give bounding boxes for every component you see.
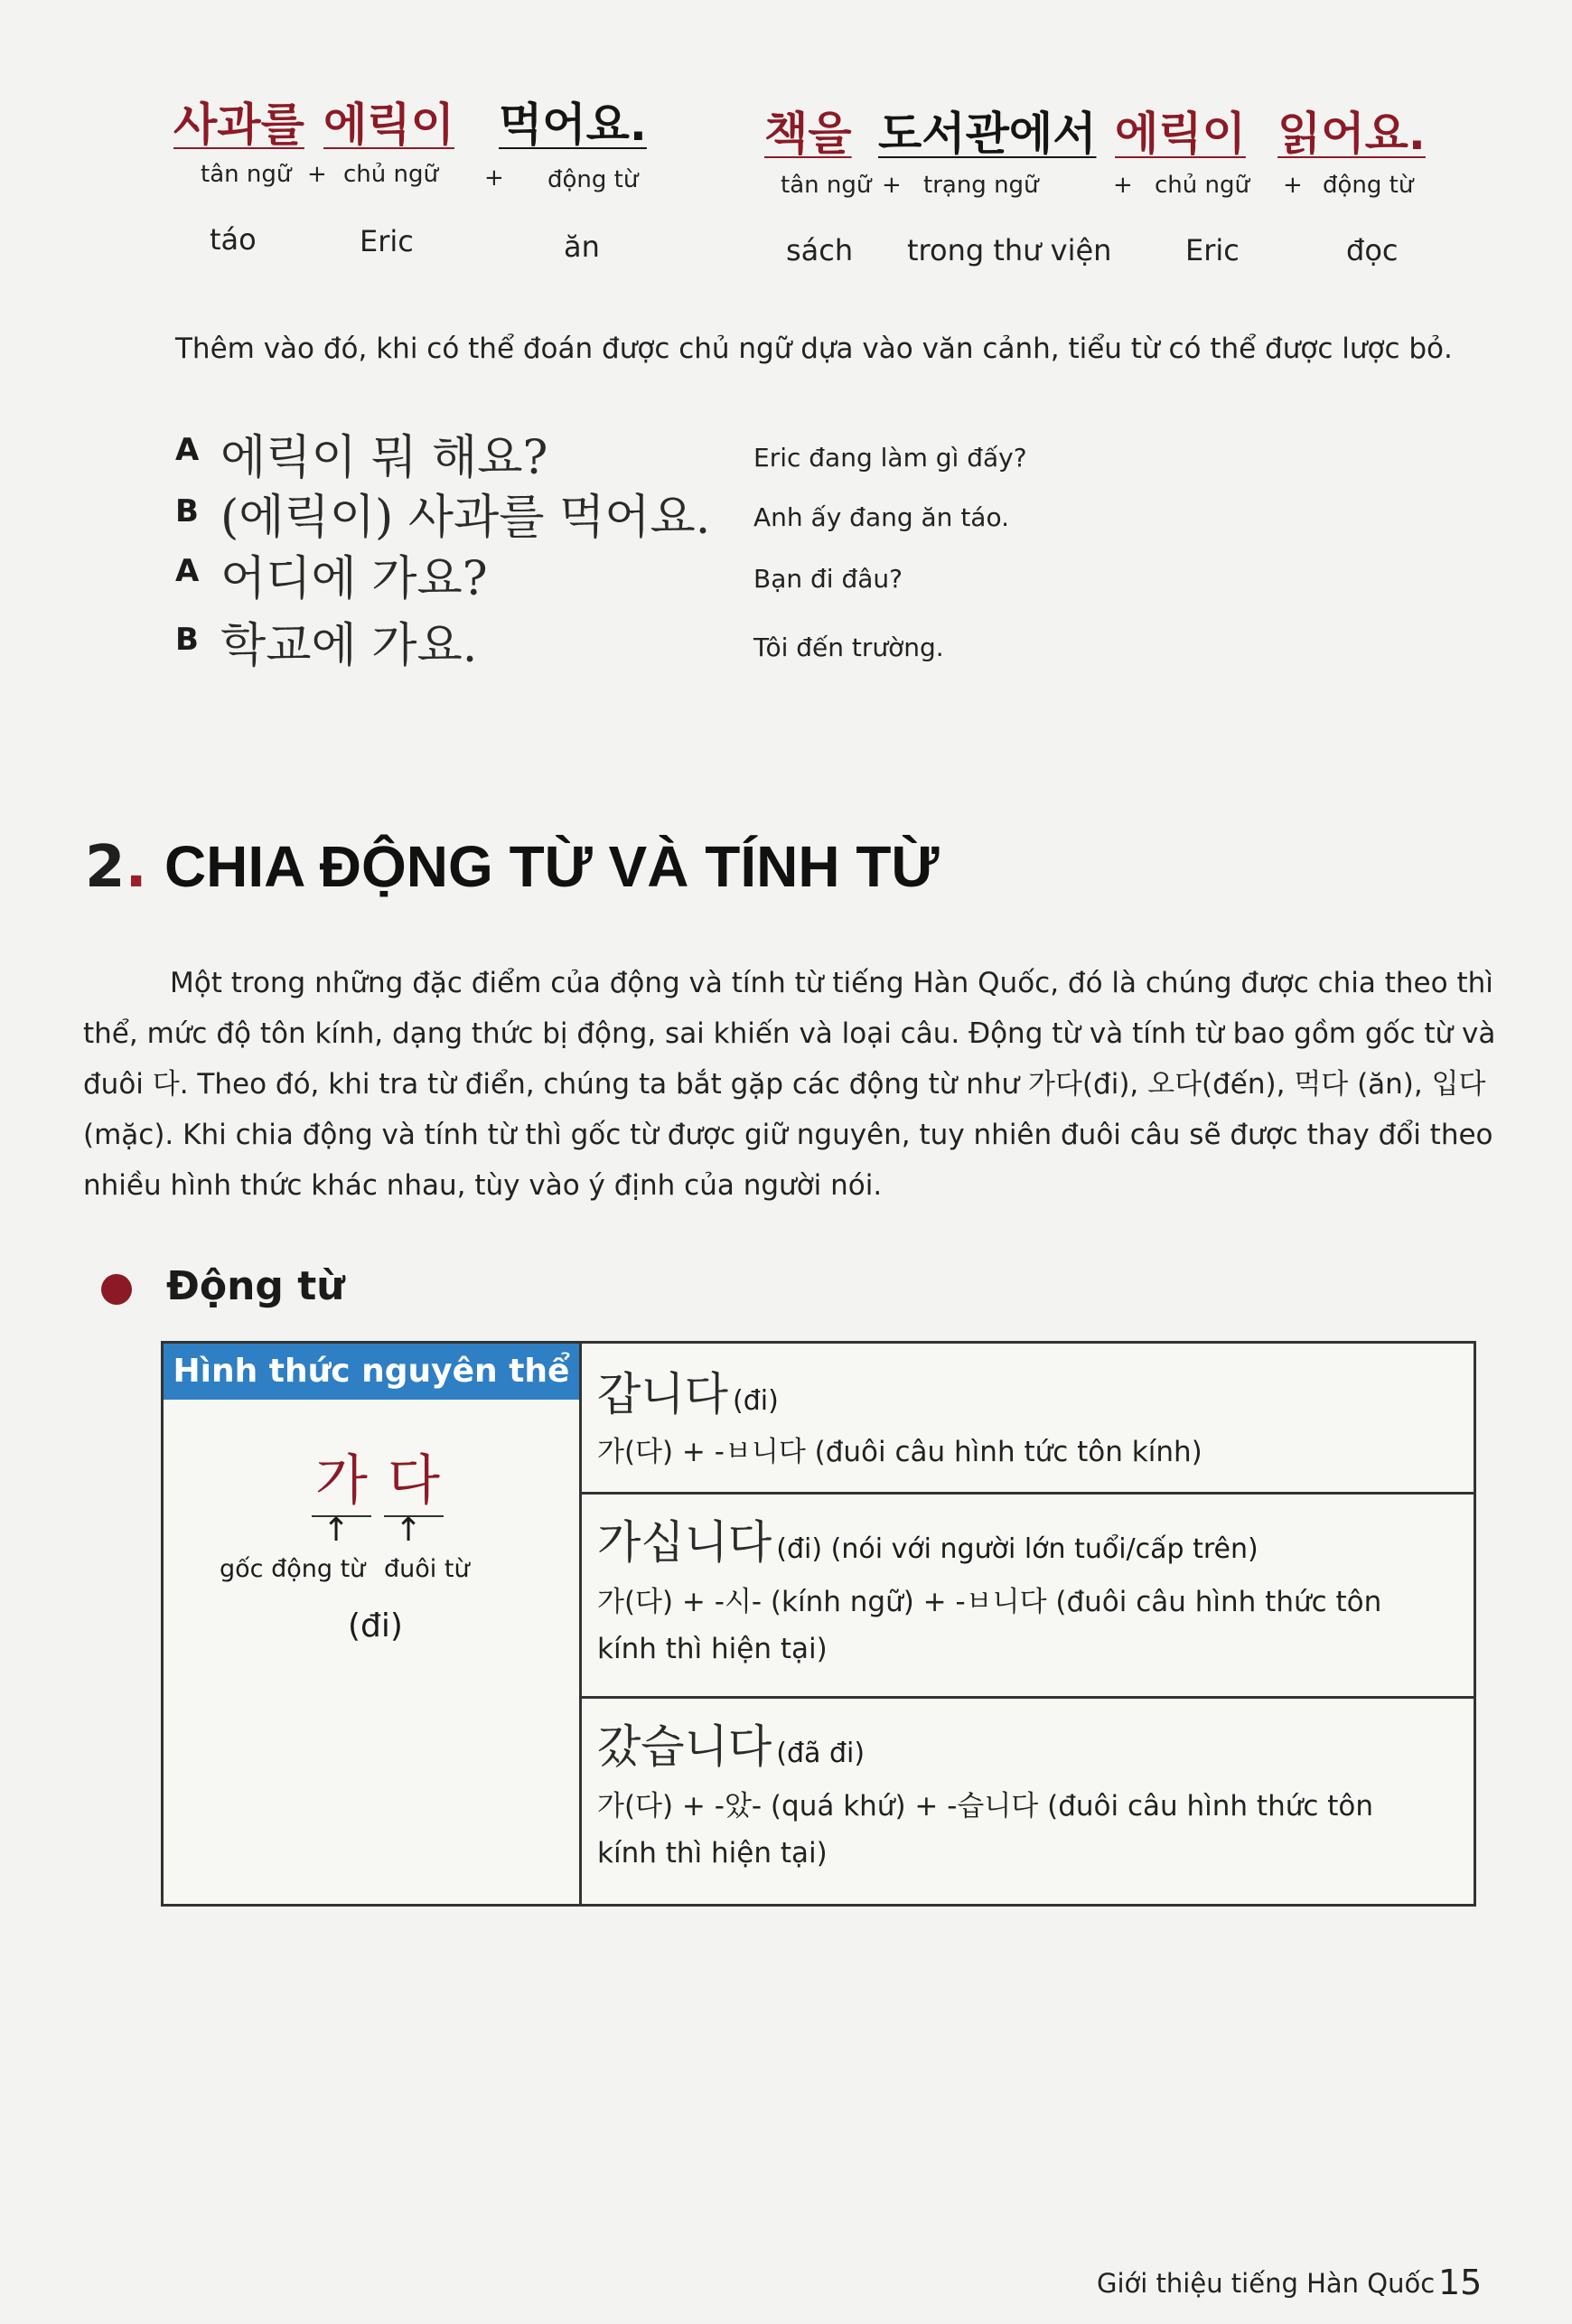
paragraph-line-1: Một trong những đặc điểm của động và tính từ tiếng Hàn Quốc, đó là chúng được chia theo thì — [170, 967, 1493, 999]
ex2-word-4: 읽어요. — [1277, 108, 1426, 160]
section-title: CHIA ĐỘNG TỪ VÀ TÍNH TỪ — [164, 834, 940, 899]
row-3-line-1: 가(다) + -았- (quá khứ) + -습니다 (đuôi câu hình thức tôn — [597, 1790, 1374, 1823]
ending-char: 다 — [384, 1438, 444, 1517]
ending-label: đuôi từ — [384, 1555, 470, 1583]
row-2-note: (đi) (nói với người lớn tuổi/cấp trên) — [776, 1533, 1259, 1565]
row-3-line-2: kính thì hiện tại) — [597, 1837, 828, 1870]
table-row — [597, 1358, 1455, 1476]
ex2-role-2: trạng ngữ — [923, 172, 1039, 199]
section-heading — [85, 833, 940, 901]
ex1-plus-2: + — [484, 164, 504, 192]
table-row — [597, 1506, 1455, 1673]
bullet-icon — [101, 1274, 132, 1305]
paragraph-line-4: (mặc). Khi chia động và tính từ thì gốc từ được giữ nguyên, tuy nhiên đuôi câu sẽ được thay đổi theo — [83, 1119, 1493, 1151]
dialogue-speaker-1: A — [175, 432, 200, 468]
stem-arrow-icon: ↑ — [323, 1512, 351, 1549]
dialogue-speaker-3: A — [175, 553, 200, 589]
ex2-word-3: 에릭이 — [1115, 108, 1246, 160]
section-paragraph — [83, 958, 1496, 1211]
ex2-meaning-1: sách — [786, 233, 854, 267]
dialogue-kr-3: 어디에 가요? — [220, 552, 488, 606]
ex2-meaning-3: Eric — [1185, 233, 1240, 267]
footer-book-title: Giới thiệu tiếng Hàn Quốc — [1097, 2268, 1436, 2299]
ending-arrow-icon: ↑ — [395, 1512, 423, 1549]
stem-label: gốc động từ — [220, 1555, 366, 1583]
dialogue-vi-3: Bạn đi đâu? — [753, 564, 903, 594]
row-2-form: 가십니다 — [597, 1516, 772, 1569]
row-2-line-2: kính thì hiện tại) — [597, 1633, 828, 1665]
row-1-form: 갑니다 — [597, 1368, 728, 1420]
stem-char: 가 — [312, 1438, 371, 1517]
dialogue-speaker-2: B — [175, 493, 199, 529]
base-meaning: (đi) — [348, 1607, 403, 1645]
ex2-plus-1: + — [882, 172, 902, 199]
ex1-meaning-2: Eric — [360, 224, 414, 258]
ex2-plus-2: + — [1113, 172, 1133, 199]
paragraph-line-3: đuôi 다. Theo đó, khi tra từ điển, chúng ta bắt gặp các động từ như 가다(đi), 오다(đến), 먹다 (ăn), 입다 — [83, 1068, 1486, 1101]
dialogue-vi-4: Tôi đến trường. — [753, 633, 944, 662]
row-1-note: (đi) — [733, 1385, 779, 1417]
section-number-dot: . — [125, 834, 147, 901]
row-1-line-1: 가(다) + -ㅂ니다 (đuôi câu hình tức tôn kính) — [597, 1436, 1202, 1468]
ex1-role-2: chủ ngữ — [343, 161, 438, 188]
ex2-role-3: chủ ngữ — [1155, 172, 1249, 199]
verb-heading: Động từ — [166, 1263, 345, 1309]
row-3-form: 갔습니다 — [597, 1720, 772, 1773]
ex2-meaning-2: trong thư viện — [907, 233, 1112, 267]
row-3-note: (đã đi) — [776, 1738, 866, 1769]
dialogue-vi-2: Anh ấy đang ăn táo. — [753, 502, 1010, 532]
ex1-meaning-3: ăn — [564, 230, 600, 264]
dialogue-vi-1: Eric đang làm gì đấy? — [753, 443, 1027, 473]
section-number: 2 — [85, 834, 126, 901]
ex2-word-2: 도서관에서 — [878, 108, 1097, 160]
dialogue-kr-4: 학교에 가요. — [220, 619, 478, 673]
dialogue-speaker-4: B — [175, 622, 199, 658]
dialogue-kr-1: 에릭이 뭐 해요? — [220, 431, 548, 485]
page-number: 15 — [1438, 2263, 1483, 2302]
ex1-role-1: tân ngữ — [201, 161, 292, 188]
verb-table — [161, 1341, 1476, 1907]
ex1-word-2: 에릭이 — [323, 98, 454, 151]
note-text: Thêm vào đó, khi có thể đoán được chủ ngữ dựa vào văn cảnh, tiểu từ có thể được lược bỏ. — [175, 333, 1453, 365]
paragraph-line-5: nhiều hình thức khác nhau, tùy vào ý định của người nói. — [83, 1169, 883, 1202]
dialogue-kr-2: (에릭이) 사과를 먹어요. — [220, 491, 711, 545]
row-2-line-1: 가(다) + -시- (kính ngữ) + -ㅂ니다 (đuôi câu hình thức tôn — [597, 1586, 1382, 1618]
row-divider — [579, 1696, 1474, 1699]
ex1-plus-1: + — [307, 161, 327, 188]
ex1-role-3: động từ — [547, 166, 639, 193]
ex1-meaning-1: táo — [210, 222, 257, 257]
table-left-column — [164, 1344, 582, 1904]
ex2-meaning-4: đọc — [1346, 233, 1399, 267]
paragraph-line-2: thể, mức độ tôn kính, dạng thức bị động, sai khiến và loại câu. Động từ và tính từ bao gồm gốc từ và — [83, 1017, 1496, 1050]
table-left-header: Hình thức nguyên thể — [164, 1344, 579, 1400]
ex1-word-3: 먹어요. — [499, 98, 647, 151]
table-row — [597, 1710, 1455, 1877]
ex2-role-1: tân ngữ — [781, 172, 872, 199]
ex1-word-1: 사과를 — [173, 98, 304, 151]
ex2-word-1: 책을 — [764, 108, 852, 160]
ex2-role-4: động từ — [1323, 172, 1414, 199]
ex2-plus-3: + — [1283, 172, 1303, 199]
row-divider — [579, 1492, 1474, 1495]
